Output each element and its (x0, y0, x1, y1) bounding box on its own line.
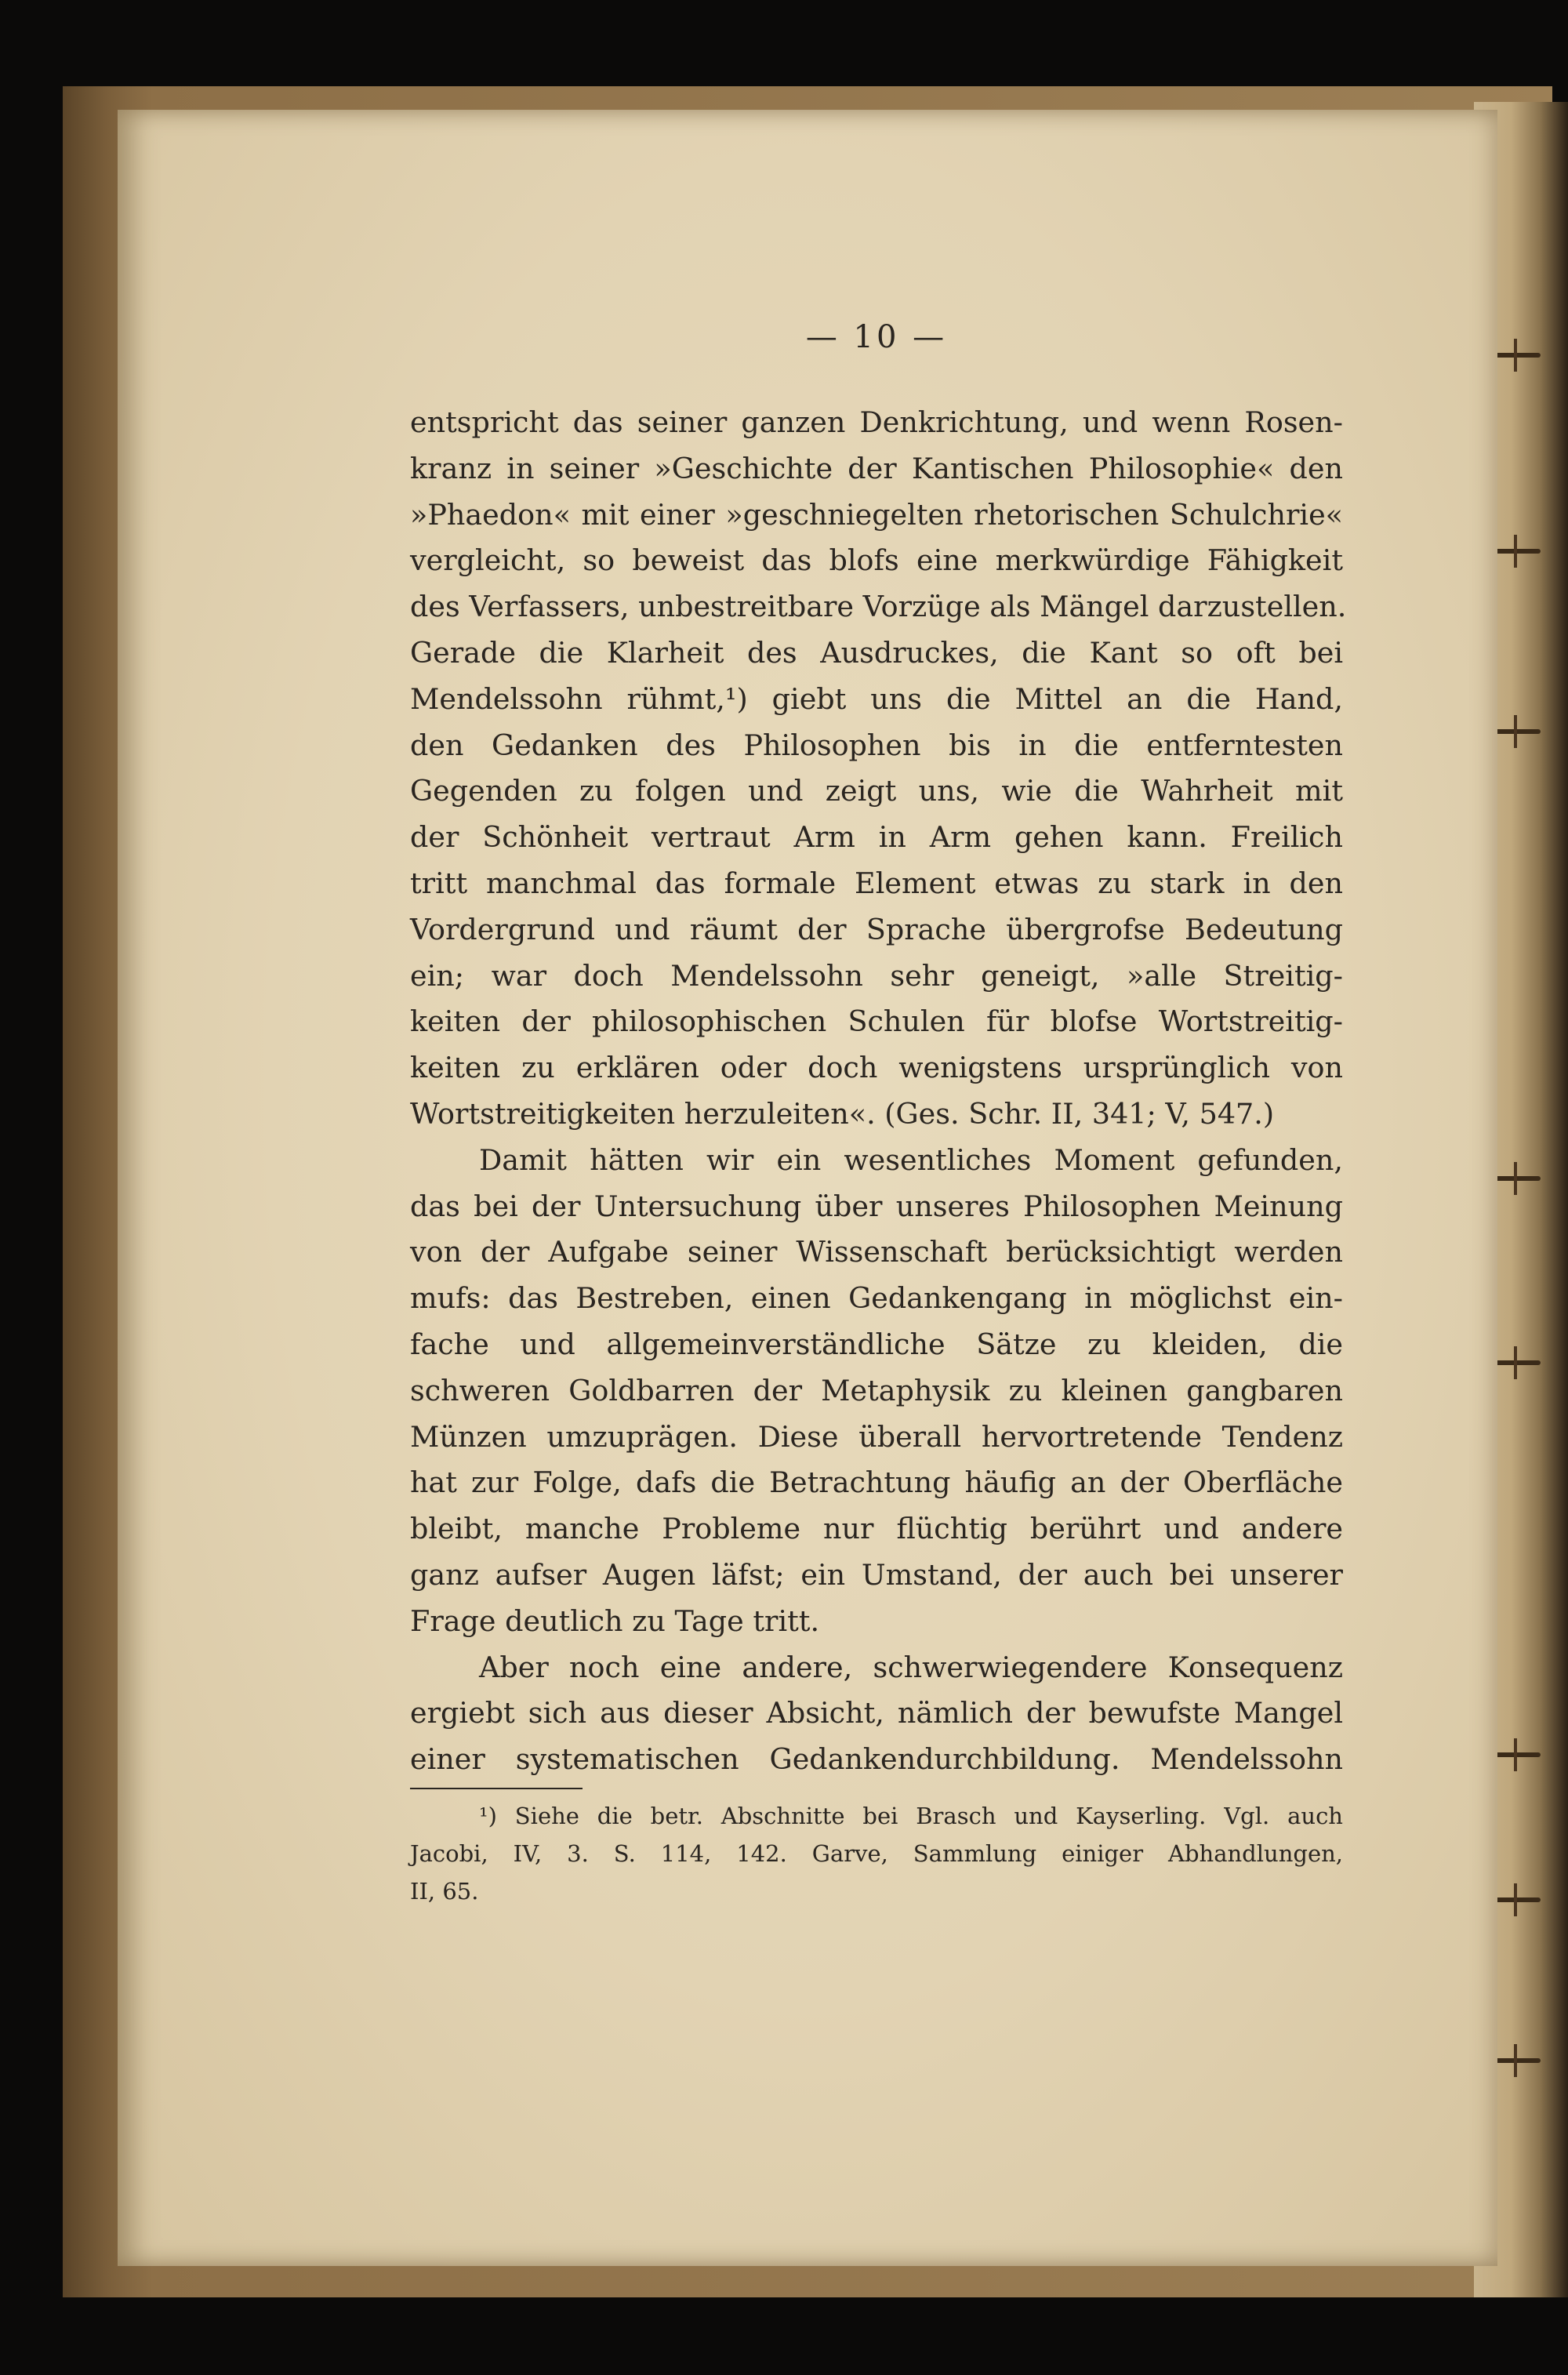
body-line: von der Aufgabe seiner Wissenschaft berücksichtigt werden (410, 1235, 1343, 1269)
body-line: Damit hätten wir ein wesentliches Moment gefunden, (479, 1142, 1343, 1177)
body-line: mufs: das Bestreben, einen Gedankengang in möglichst ein- (410, 1281, 1343, 1316)
body-line: keiten der philosophischen Schulen für blofse Wortstreitig- (410, 1004, 1343, 1039)
page-number: — 10 — (805, 319, 948, 355)
binding-stitch (1494, 353, 1541, 358)
body-line: vergleicht, so beweist das blofs eine merkwürdige Fähigkeit (410, 543, 1343, 578)
body-line: keiten zu erklären oder doch wenigstens ursprünglich von (410, 1051, 1343, 1085)
footnote-rule (410, 1788, 583, 1789)
body-line: Münzen umzuprägen. Diese überall hervortretende Tendenz (410, 1419, 1343, 1454)
body-line: Aber noch eine andere, schwerwiegendere Konsequenz (479, 1650, 1343, 1684)
binding-stitch (1494, 1176, 1541, 1181)
body-line: des Verfassers, unbestreitbare Vorzüge als Mängel darzustellen. (410, 590, 1347, 624)
binding-stitch (1494, 729, 1541, 734)
body-line: fache und allgemeinverständliche Sätze zu kleiden, die (410, 1327, 1343, 1361)
binding-stitch (1494, 1897, 1541, 1902)
body-line: entspricht das seiner ganzen Denkrichtung, und wenn Rosen- (410, 405, 1343, 439)
body-line: Gegenden zu folgen und zeigt uns, wie die Wahrheit mit (410, 774, 1343, 808)
body-line: Mendelssohn rühmt,¹) giebt uns die Mittel an die Hand, (410, 681, 1343, 716)
body-text (410, 400, 1347, 1783)
body-line: tritt manchmal das formale Element etwas zu stark in den (410, 866, 1343, 900)
binding-stitch (1494, 1360, 1541, 1365)
body-line: ein; war doch Mendelssohn sehr geneigt, »alle Streitig- (410, 958, 1343, 993)
body-line: bleibt, manche Probleme nur flüchtig berührt und andere (410, 1512, 1343, 1546)
body-line: »Phaedon« mit einer »geschniegelten rhetorischen Schulchrie« (410, 497, 1343, 532)
body-line: schweren Goldbarren der Metaphysik zu kleinen gangbaren (410, 1373, 1343, 1407)
footnote-line: ¹) Siehe die betr. Abschnitte bei Brasch und Kayserling. Vgl. auch (479, 1803, 1343, 1829)
footnote-line: II, 65. (410, 1878, 479, 1905)
body-line: Wortstreitigkeiten herzuleiten«. (Ges. Schr. II, 341; V, 547.) (410, 1096, 1275, 1131)
body-line: hat zur Folge, dafs die Betrachtung häufig an der Oberfläche (410, 1465, 1343, 1500)
footnotes (410, 1797, 1343, 1910)
binding-stitch (1494, 2058, 1541, 2063)
body-line: ergiebt sich aus dieser Absicht, nämlich der bewufste Mangel (410, 1696, 1343, 1730)
body-line: Gerade die Klarheit des Ausdruckes, die Kant so oft bei (410, 635, 1343, 670)
body-line: das bei der Untersuchung über unseres Philosophen Meinung (410, 1189, 1343, 1223)
body-line: kranz in seiner »Geschichte der Kantischen Philosophie« den (410, 451, 1343, 485)
body-line: einer systematischen Gedankendurchbildung. Mendelssohn (410, 1742, 1343, 1777)
footnote-line: Jacobi, IV, 3. S. 114, 142. Garve, Sammlung einiger Abhandlungen, (410, 1840, 1343, 1867)
body-line: ganz aufser Augen läfst; ein Umstand, der auch bei unserer (410, 1557, 1343, 1592)
body-line: Frage deutlich zu Tage tritt. (410, 1603, 820, 1638)
binding-stitch (1494, 549, 1541, 554)
binding-stitch (1494, 1752, 1541, 1757)
body-line: Vordergrund und räumt der Sprache übergrofse Bedeutung (410, 912, 1343, 946)
body-line: der Schönheit vertraut Arm in Arm gehen kann. Freilich (410, 820, 1343, 855)
body-line: den Gedanken des Philosophen bis in die entferntesten (410, 728, 1343, 762)
